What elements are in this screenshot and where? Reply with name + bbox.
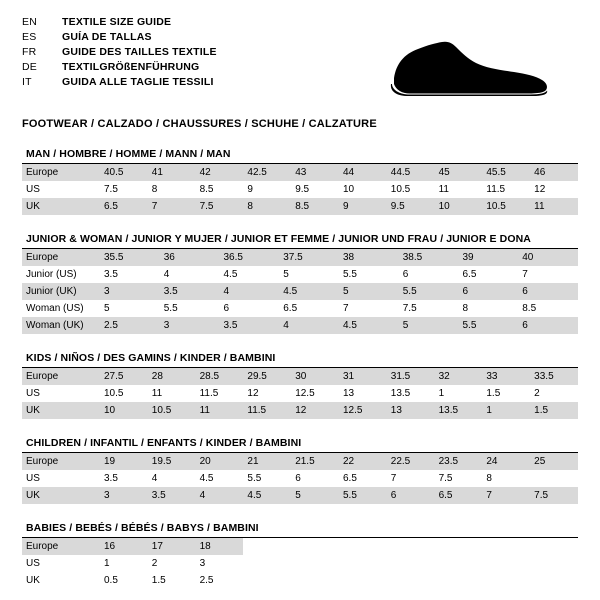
cell: 6.5	[283, 303, 298, 314]
size-table-babies	[22, 538, 578, 589]
cell	[243, 572, 291, 589]
cell: 3.5	[148, 487, 196, 504]
cell	[339, 572, 387, 589]
cell: 42	[196, 164, 244, 181]
cell: 4	[220, 283, 280, 300]
cell: 13	[387, 402, 435, 419]
cell: 4	[279, 317, 339, 334]
cell: 7.5	[530, 487, 578, 504]
cell	[387, 572, 435, 589]
row-label: Europe	[22, 453, 100, 470]
cell: 6	[295, 473, 301, 484]
table-row	[22, 538, 578, 555]
cell: 11.5	[486, 184, 506, 195]
table-row	[22, 164, 578, 181]
cell: 16	[100, 538, 148, 555]
cell: 6	[387, 487, 435, 504]
cell: 7	[148, 198, 196, 215]
cell: 11	[151, 388, 163, 399]
language-title-body	[22, 16, 217, 91]
table-row	[22, 249, 578, 266]
row-label: UK	[22, 198, 100, 215]
cell: 5.5	[399, 283, 459, 300]
language-row	[22, 46, 217, 61]
cell: 44	[339, 164, 387, 181]
cell	[435, 538, 483, 555]
cell: 31	[339, 368, 387, 385]
cell: 4	[151, 473, 158, 484]
section-children	[22, 437, 578, 504]
cell	[482, 555, 530, 572]
cell: 11.5	[243, 402, 291, 419]
cell: 3.5	[160, 283, 220, 300]
row-label: Junior (UK)	[22, 283, 100, 300]
cell: 7.5	[196, 198, 244, 215]
row-label: Europe	[22, 249, 100, 266]
cell: 18	[196, 538, 244, 555]
language-code: ES	[22, 31, 37, 43]
cell: 42.5	[243, 164, 291, 181]
dress-shoe-icon	[380, 34, 560, 100]
cell	[530, 470, 578, 487]
cell: 1.5	[151, 575, 166, 586]
cell: 4.5	[243, 487, 291, 504]
cell: 5	[104, 303, 110, 314]
cell: 36.5	[220, 249, 280, 266]
language-title: GUÍA DE TALLAS	[62, 31, 152, 43]
cell: 3.5	[104, 473, 118, 484]
cell: 12	[291, 402, 339, 419]
cell	[387, 555, 435, 572]
cell	[435, 572, 483, 589]
cell: 25	[530, 453, 578, 470]
cell: 10	[100, 402, 148, 419]
cell: 9.5	[387, 198, 435, 215]
language-code: FR	[22, 46, 37, 58]
cell: 8.5	[291, 198, 339, 215]
cell: 12	[534, 184, 546, 195]
cell: 33	[482, 368, 530, 385]
table-row	[22, 283, 578, 300]
cell: 28.5	[196, 368, 244, 385]
cell: 4.5	[199, 473, 214, 484]
cell: 12.5	[295, 388, 315, 399]
table-row	[22, 470, 578, 487]
cell: 5	[291, 487, 339, 504]
row-label: US	[26, 473, 40, 484]
table-row	[22, 198, 578, 215]
cell	[530, 538, 578, 555]
language-code: IT	[22, 76, 32, 88]
cell: 8.5	[199, 184, 214, 195]
cell: 10	[342, 184, 355, 195]
cell: 6	[518, 317, 578, 334]
cell: 7	[522, 269, 528, 280]
cell: 19.5	[148, 453, 196, 470]
size-table-junior-woman	[22, 249, 578, 334]
section-junior-woman	[22, 233, 578, 334]
cell: 6	[402, 269, 409, 280]
cell: 10.5	[148, 402, 196, 419]
cell	[291, 555, 339, 572]
size-table-children	[22, 453, 578, 504]
cell: 6.5	[435, 487, 483, 504]
cell: 36	[160, 249, 220, 266]
cell	[387, 538, 435, 555]
table-row	[22, 368, 578, 385]
language-code: DE	[22, 61, 37, 73]
table-row	[22, 317, 578, 334]
cell: 0.5	[104, 575, 118, 586]
cell: 5.5	[459, 317, 519, 334]
cell: 19	[100, 453, 148, 470]
cell	[291, 538, 339, 555]
cell: 7.5	[104, 184, 118, 195]
language-title: TEXTILGRÖßENFÜHRUNG	[62, 61, 200, 73]
section-kids	[22, 352, 578, 419]
cell	[435, 555, 483, 572]
cell: 4	[163, 269, 170, 280]
cell: 37.5	[279, 249, 339, 266]
cell: 3	[100, 487, 148, 504]
row-label: US	[26, 558, 40, 569]
cell: 10.5	[390, 184, 411, 195]
cell: 3	[160, 317, 220, 334]
cell: 8	[486, 473, 492, 484]
header	[22, 16, 578, 108]
cell: 23.5	[435, 453, 483, 470]
language-row	[22, 76, 217, 91]
cell: 7	[390, 473, 397, 484]
cell: 3	[100, 283, 160, 300]
row-label: Europe	[22, 538, 100, 555]
cell: 6	[518, 283, 578, 300]
section-title: CHILDREN / INFANTIL / ENFANTS / KINDER / BAMBINI	[22, 437, 578, 453]
row-label: US	[26, 388, 40, 399]
cell: 3	[199, 558, 206, 569]
language-row	[22, 16, 217, 31]
language-row	[22, 61, 217, 76]
table-row	[22, 487, 578, 504]
table-row	[22, 453, 578, 470]
cell: 8	[462, 303, 469, 314]
size-table-man	[22, 164, 578, 215]
cell: 6	[459, 283, 519, 300]
cell: 5.5	[247, 473, 262, 484]
cell: 1	[438, 388, 445, 399]
cell: 1	[482, 402, 530, 419]
cell: 4.5	[223, 269, 238, 280]
row-label: Europe	[22, 368, 100, 385]
cell: 9	[339, 198, 387, 215]
cell: 1	[104, 558, 110, 569]
cell: 5	[283, 269, 289, 280]
cell: 6	[223, 303, 230, 314]
table-row	[22, 402, 578, 419]
cell: 27.5	[100, 368, 148, 385]
language-title: TEXTILE SIZE GUIDE	[62, 16, 172, 28]
cell: 10.5	[104, 388, 124, 399]
cell: 7	[343, 303, 349, 314]
row-label: Junior (US)	[26, 269, 77, 280]
cell: 13	[342, 388, 355, 399]
cell: 2	[534, 388, 540, 399]
cell: 2	[151, 558, 158, 569]
table-row	[22, 181, 578, 198]
section-title: MAN / HOMBRE / HOMME / MANN / MAN	[22, 148, 578, 164]
row-label: Woman (UK)	[22, 317, 100, 334]
cell: 12.5	[339, 402, 387, 419]
cell: 32	[435, 368, 483, 385]
cell	[530, 572, 578, 589]
cell: 46	[530, 164, 578, 181]
cell	[243, 538, 291, 555]
language-code: EN	[22, 16, 37, 28]
language-row	[22, 31, 217, 46]
section-man	[22, 148, 578, 215]
cell: 6.5	[100, 198, 148, 215]
table-row	[22, 266, 578, 283]
cell: 39	[459, 249, 519, 266]
cell: 13.5	[435, 402, 483, 419]
language-title-table	[22, 16, 217, 91]
cell	[482, 538, 530, 555]
cell: 29.5	[243, 368, 291, 385]
cell	[482, 572, 530, 589]
cell: 11	[196, 402, 244, 419]
cell: 17	[148, 538, 196, 555]
cell	[243, 555, 291, 572]
cell: 10	[435, 198, 483, 215]
cell: 28	[148, 368, 196, 385]
row-label: Europe	[22, 164, 100, 181]
cell: 40.5	[100, 164, 148, 181]
cell: 5	[399, 317, 459, 334]
cell: 7.5	[438, 473, 453, 484]
cell: 45.5	[482, 164, 530, 181]
cell	[339, 538, 387, 555]
footwear-heading: FOOTWEAR / CALZADO / CHAUSSURES / SCHUHE / CALZATURE	[22, 118, 377, 130]
cell: 5.5	[343, 269, 357, 280]
cell: 6.5	[462, 269, 477, 280]
cell: 4.5	[339, 317, 399, 334]
cell: 2.5	[199, 575, 214, 586]
cell: 1.5	[486, 388, 501, 399]
cell: 1.5	[530, 402, 578, 419]
cell: 11	[530, 198, 578, 215]
cell: 5.5	[339, 487, 387, 504]
table-row	[22, 385, 578, 402]
section-title: BABIES / BEBÉS / BÉBÉS / BABYS / BAMBINI	[22, 522, 578, 538]
table-row	[22, 555, 578, 572]
cell: 13.5	[390, 388, 411, 399]
cell: 8	[243, 198, 291, 215]
cell: 9	[247, 184, 253, 195]
table-row	[22, 572, 578, 589]
cell: 10.5	[482, 198, 530, 215]
section-title: KIDS / NIÑOS / DES GAMINS / KINDER / BAMBINI	[22, 352, 578, 368]
cell	[339, 555, 387, 572]
cell: 31.5	[387, 368, 435, 385]
cell: 43	[291, 164, 339, 181]
cell: 2.5	[100, 317, 160, 334]
cell: 9.5	[295, 184, 310, 195]
cell: 44.5	[387, 164, 435, 181]
cell: 7	[482, 487, 530, 504]
row-label: Woman (US)	[26, 303, 84, 314]
cell: 30	[291, 368, 339, 385]
row-label: UK	[22, 487, 100, 504]
cell: 22.5	[387, 453, 435, 470]
cell: 38.5	[399, 249, 459, 266]
cell: 41	[148, 164, 196, 181]
cell: 21.5	[291, 453, 339, 470]
cell: 45	[435, 164, 483, 181]
cell: 5.5	[163, 303, 178, 314]
cell: 24	[482, 453, 530, 470]
size-table-kids	[22, 368, 578, 419]
row-label: US	[26, 184, 40, 195]
cell: 3.5	[104, 269, 118, 280]
section-babies	[22, 522, 578, 589]
cell: 6.5	[342, 473, 357, 484]
cell: 11	[438, 184, 449, 195]
cell: 5	[339, 283, 399, 300]
language-title: GUIDA ALLE TAGLIE TESSILI	[62, 76, 214, 88]
cell: 21	[243, 453, 291, 470]
cell: 35.5	[100, 249, 160, 266]
cell: 4	[196, 487, 244, 504]
cell: 12	[247, 388, 259, 399]
cell: 3.5	[220, 317, 280, 334]
cell: 7.5	[402, 303, 417, 314]
cell: 38	[339, 249, 399, 266]
cell	[291, 572, 339, 589]
cell	[530, 555, 578, 572]
row-label: UK	[26, 575, 40, 586]
cell: 8.5	[522, 303, 537, 314]
section-title: JUNIOR & WOMAN / JUNIOR Y MUJER / JUNIOR ET FEMME / JUNIOR UND FRAU / JUNIOR E DONA	[22, 233, 578, 249]
cell: 33.5	[530, 368, 578, 385]
cell: 8	[151, 184, 158, 195]
table-row	[22, 300, 578, 317]
cell: 40	[518, 249, 578, 266]
language-title: GUIDE DES TAILLES TEXTILE	[62, 46, 217, 58]
cell: 22	[339, 453, 387, 470]
cell: 20	[196, 453, 244, 470]
cell: 4.5	[279, 283, 339, 300]
row-label: UK	[22, 402, 100, 419]
cell: 11.5	[199, 388, 219, 399]
